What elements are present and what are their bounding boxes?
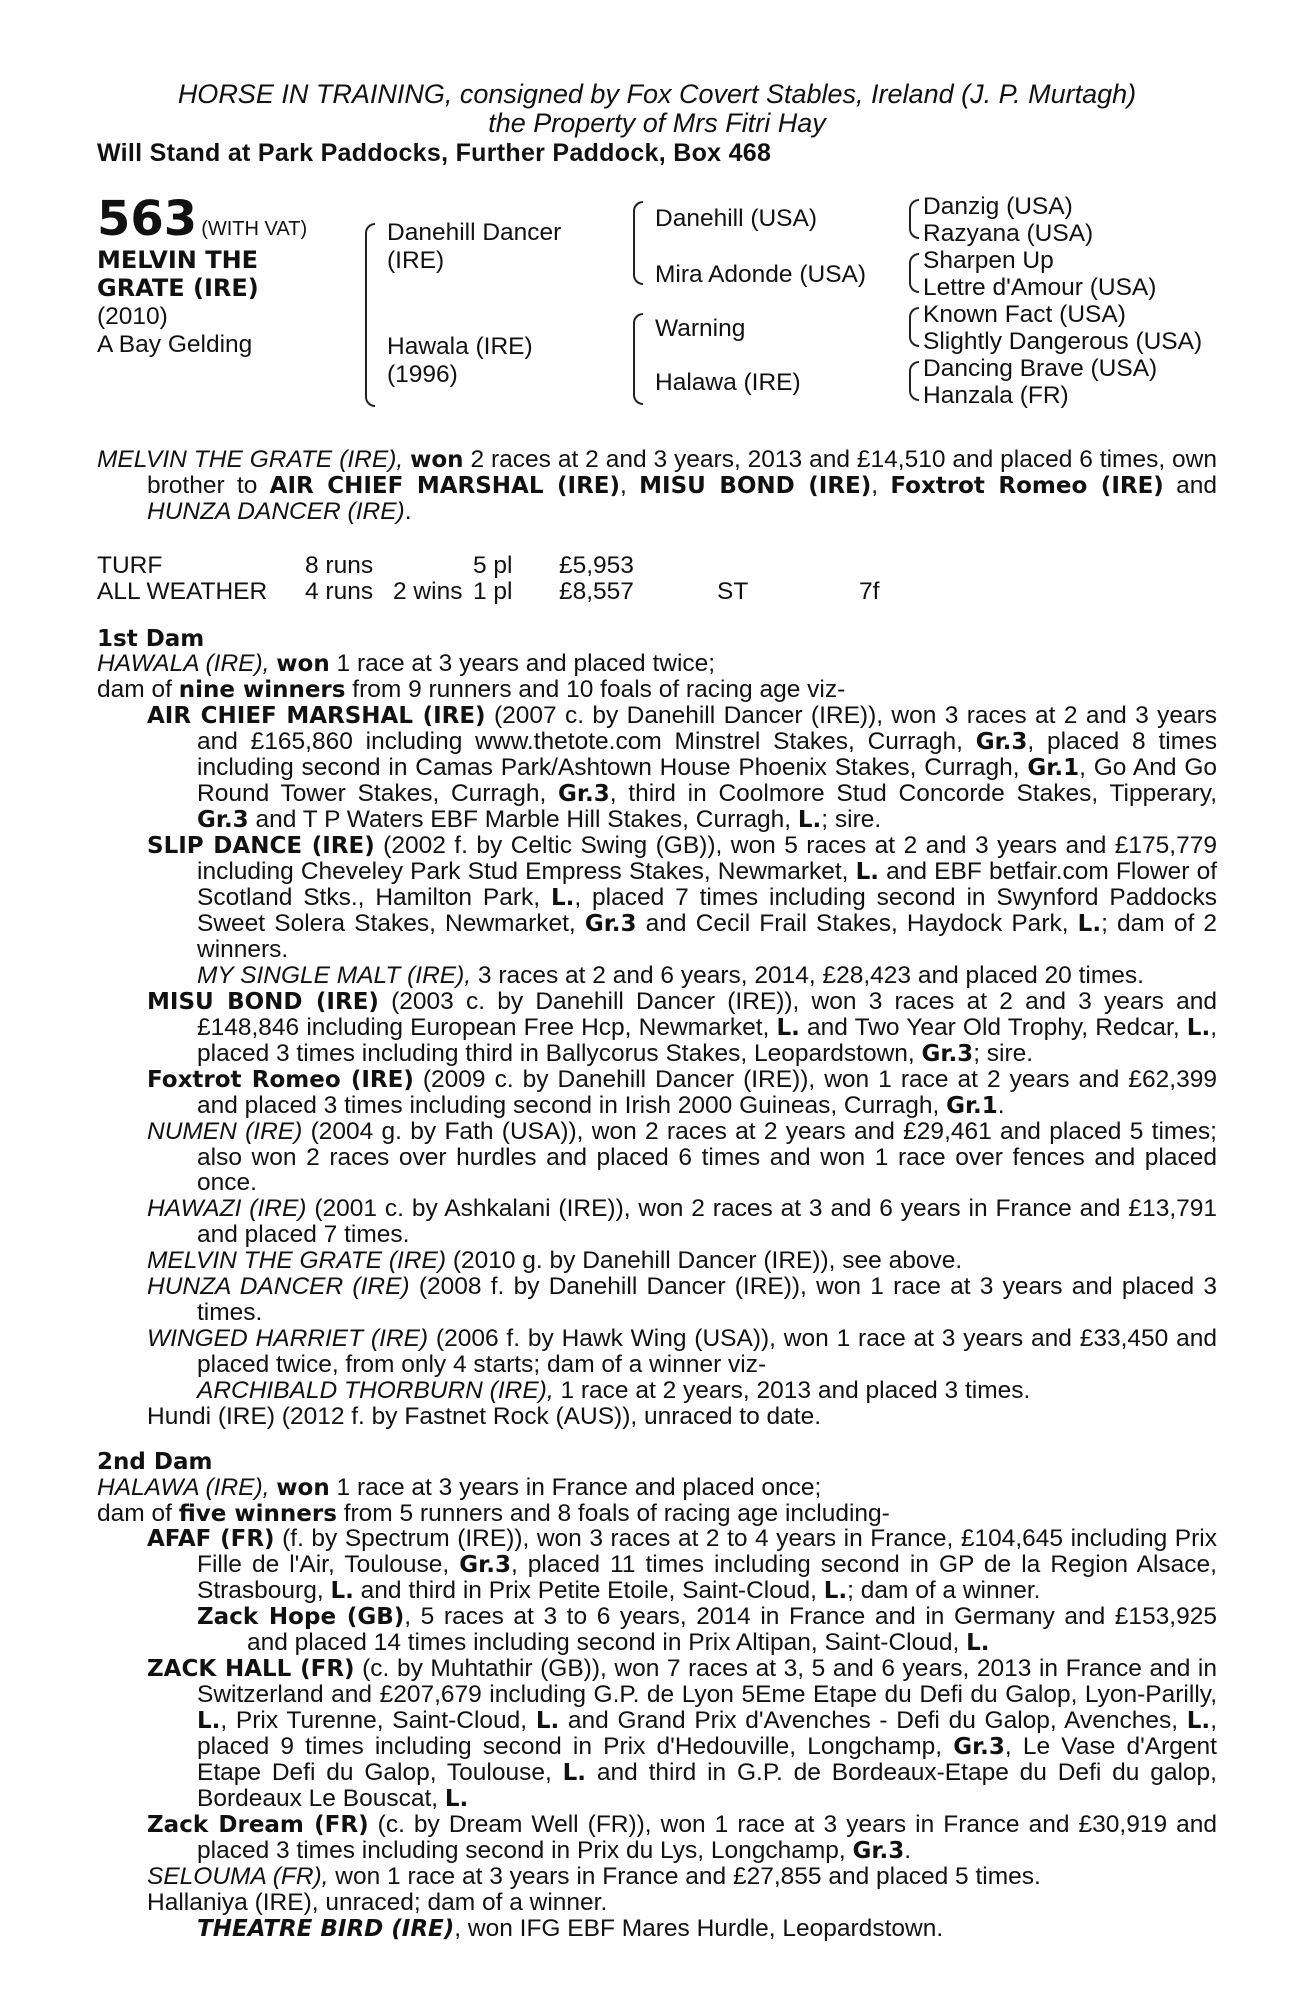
horse-name-line1: MELVIN THE bbox=[97, 245, 259, 274]
text-span: five winners bbox=[178, 1500, 337, 1527]
produce-entry bbox=[97, 1248, 1217, 1274]
produce-entry: Hallaniya (IRE), unraced; dam of a winner. bbox=[147, 1889, 608, 1917]
text-span: . bbox=[904, 1837, 912, 1865]
text-span: and Two Year Old Trophy, Redcar, bbox=[799, 1013, 1187, 1041]
text-span: Gr.3 bbox=[584, 910, 637, 937]
text-span: L. bbox=[562, 1760, 587, 1787]
sire-dam-brace bbox=[365, 223, 375, 407]
text-span: SLIP DANCE (IRE) bbox=[147, 832, 375, 859]
text-span: SELOUMA (FR), bbox=[147, 1863, 329, 1891]
text-span: Gr.3 bbox=[921, 1040, 974, 1067]
text-span: MISU BOND (IRE) bbox=[639, 472, 872, 499]
sire-sire: Danehill (USA) bbox=[655, 204, 818, 232]
text-span: ; sire. bbox=[973, 1039, 1034, 1067]
text-span: (2010 g. by Danehill Dancer (IRE)), see above. bbox=[446, 1247, 963, 1275]
text-span: L. bbox=[330, 1578, 354, 1605]
text-span: (2008 f. by Danehill Dancer (IRE)), won 1 race at 3 years and placed 3 times. bbox=[197, 1273, 1217, 1327]
produce-sub-entry bbox=[97, 1604, 1217, 1656]
text-span: and Grand Prix d'Avenches - Defi du Galop, Avenches, bbox=[559, 1707, 1187, 1735]
text-span: HALAWA (IRE), bbox=[97, 1473, 270, 1501]
text-span: Gr.3 bbox=[558, 780, 610, 807]
ped-sds: Sharpen Up bbox=[923, 246, 1054, 274]
produce-entry bbox=[97, 1656, 1217, 1812]
produce-entry bbox=[97, 833, 1217, 963]
text-span: dam of bbox=[97, 676, 179, 704]
text-span: nine winners bbox=[178, 677, 346, 704]
text-span: MELVIN THE GRATE (IRE) bbox=[147, 1247, 447, 1275]
turf-money: £5,953 bbox=[559, 551, 634, 579]
first-dam-title: 1st Dam bbox=[97, 625, 205, 652]
text-span: , bbox=[871, 471, 891, 499]
text-span: and Cecil Frail Stakes, Haydock Park, bbox=[636, 909, 1078, 937]
vat-note: (WITH VAT) bbox=[201, 217, 308, 240]
text-span: ARCHIBALD THORBURN (IRE), bbox=[197, 1377, 554, 1405]
consignor-line: HORSE IN TRAINING, consigned by Fox Covert Stables, Ireland (J. P. Murtagh) bbox=[177, 79, 1137, 109]
first-dam-line2 bbox=[97, 677, 1217, 703]
text-span: HUNZA DANCER (IRE) bbox=[147, 497, 405, 525]
produce-entry bbox=[97, 1864, 1217, 1890]
text-span: AIR CHIEF MARSHAL (IRE) bbox=[147, 703, 486, 730]
text-span: L. bbox=[550, 884, 575, 911]
text-span: L. bbox=[776, 1014, 800, 1041]
race-record-table bbox=[97, 553, 1217, 607]
text-span: , placed 3 times including third in Ballycorus Stakes, Leopardstown, bbox=[197, 1013, 1218, 1067]
text-span: and T P Waters EBF Marble Hill Stakes, Curragh, bbox=[248, 805, 798, 833]
aw-surface: ST bbox=[717, 577, 749, 605]
text-span: Gr.3 bbox=[197, 806, 249, 833]
text-span: THEATRE BIRD (IRE) bbox=[197, 1916, 455, 1942]
aw-placed: 1 pl bbox=[473, 577, 513, 605]
text-span: from 5 runners and 8 foals of racing age including- bbox=[336, 1499, 890, 1527]
text-span: Gr.3 bbox=[975, 729, 1028, 755]
text-span: AFAF (FR) bbox=[147, 1526, 275, 1553]
aw-label: ALL WEATHER bbox=[97, 577, 268, 605]
text-span: (2004 g. by Fath (USA)), won 2 races at 2 years and £29,461 and placed 5 times; also won 2 races over hurdles and placed 6 times and won 1 race over fences and placed once. bbox=[197, 1117, 1217, 1197]
text-span: L. bbox=[535, 1708, 560, 1735]
text-span: from 9 runners and 10 foals of racing age viz- bbox=[345, 676, 846, 704]
produce-entry bbox=[97, 1326, 1217, 1378]
text-span: L. bbox=[823, 1578, 848, 1605]
text-span: L. bbox=[197, 1708, 221, 1735]
ped-dds: Dancing Brave (USA) bbox=[923, 354, 1158, 382]
horse-description: A Bay Gelding bbox=[97, 330, 253, 358]
first-dam-line1 bbox=[97, 651, 1217, 677]
text-span: ; dam of 2 winners. bbox=[197, 909, 1218, 963]
produce-entry bbox=[97, 1526, 1217, 1604]
text-span: AIR CHIEF MARSHAL (IRE) bbox=[269, 472, 621, 499]
text-span: , 5 races at 3 to 6 years, 2014 in France and in Germany and £153,925 and placed 14 times including second in Prix Altipan, Saint-Cloud, bbox=[247, 1603, 1217, 1657]
text-span: (c. by Muhtathir (GB)), won 7 races at 3, 5 and 6 years, 2013 in France and in Switzerland and £207,679 including G.P. de Lyon 5Eme Etape du Defi du Galop, Lyon-Parilly, bbox=[197, 1655, 1217, 1709]
text-span: 1 race at 2 years, 2013 and placed 3 times. bbox=[553, 1377, 1031, 1405]
text-span: Foxtrot Romeo (IRE) bbox=[890, 472, 1164, 499]
text-span: , Prix Turenne, Saint-Cloud, bbox=[220, 1707, 536, 1735]
text-span: Gr.1 bbox=[1027, 754, 1080, 781]
dam-sire: Warning bbox=[655, 314, 746, 342]
text-span: (2006 f. by Hawk Wing (USA)), won 1 race at 3 years and £33,450 and placed twice, from only 4 starts; dam of a winner viz- bbox=[197, 1325, 1217, 1379]
text-span: MISU BOND (IRE) bbox=[147, 988, 379, 1015]
text-span: L. bbox=[1186, 1708, 1211, 1735]
text-span: won bbox=[276, 651, 330, 678]
text-span: Gr.3 bbox=[953, 1734, 1005, 1761]
text-span: , won IFG EBF Mares Hurdle, Leopardstown. bbox=[454, 1915, 944, 1942]
ped-dss: Known Fact (USA) bbox=[923, 300, 1126, 328]
produce-sub-entry bbox=[97, 963, 1217, 989]
produce-entry bbox=[97, 989, 1217, 1067]
sire-dam: Mira Adonde (USA) bbox=[655, 260, 867, 288]
text-span: Zack Dream (FR) bbox=[147, 1812, 369, 1839]
text-span: ; sire. bbox=[821, 805, 882, 833]
text-span: ZACK HALL (FR) bbox=[147, 1656, 355, 1683]
dam-year: (1996) bbox=[387, 360, 458, 388]
text-span: (2009 c. by Danehill Dancer (IRE)), won 1 race at 2 years and £62,399 and placed 3 times including second in Irish 2000 Guineas, Curragh, bbox=[197, 1065, 1217, 1119]
text-span: (f. by Spectrum (IRE)), won 3 races at 2 to 4 years in France, £104,645 including Prix Fille de l'Air, Toulouse, bbox=[197, 1525, 1217, 1579]
text-span: , bbox=[620, 471, 640, 499]
owner-line: the Property of Mrs Fitri Hay bbox=[488, 108, 826, 139]
text-span: MELVIN THE GRATE (IRE), bbox=[97, 445, 404, 473]
produce-entry bbox=[97, 703, 1217, 833]
text-span: NUMEN (IRE) bbox=[147, 1117, 303, 1145]
sire-name: Danehill Dancer bbox=[387, 218, 562, 246]
text-span: , placed 8 times including second in Camas Park/Ashtown House Phoenix Stakes, Curragh, bbox=[197, 728, 1217, 781]
stand-location: Will Stand at Park Paddocks, Further Paddock, Box 468 bbox=[97, 139, 772, 168]
text-span: 2 races at 2 and 3 years, 2013 and £14,510 and placed 6 times, own brother to bbox=[147, 445, 1218, 499]
text-span: . bbox=[997, 1091, 1005, 1119]
text-span: (2001 c. by Ashkalani (IRE)), won 2 races at 3 and 6 years in France and £13,791 and placed 7 times. bbox=[197, 1195, 1217, 1249]
text-span: , Go And Go Round Tower Stakes, Curragh, bbox=[197, 753, 1217, 807]
text-span: HAWALA (IRE), bbox=[97, 650, 270, 678]
text-span: WINGED HARRIET (IRE) bbox=[147, 1325, 429, 1353]
ped-sss: Danzig (USA) bbox=[923, 192, 1073, 220]
text-span: (2007 c. by Danehill Dancer (IRE)), won 3 races at 2 and 3 years and £165,860 including www.thetote.com Minstrel Stakes, Curragh, bbox=[197, 702, 1217, 755]
dam-name: Hawala (IRE) bbox=[387, 332, 533, 360]
second-dam-title: 2nd Dam bbox=[97, 1449, 213, 1476]
aw-wins: 2 wins bbox=[393, 577, 463, 605]
catalogue-page bbox=[97, 80, 1217, 1942]
dd-brace bbox=[909, 361, 919, 401]
produce-entry bbox=[97, 1067, 1217, 1119]
page-header bbox=[97, 80, 1217, 138]
produce-entry: Hundi (IRE) (2012 f. by Fastnet Rock (AUS)), unraced to date. bbox=[147, 1403, 822, 1431]
text-span: Gr.1 bbox=[946, 1092, 998, 1119]
second-dam-line1 bbox=[97, 1475, 1217, 1501]
turf-label: TURF bbox=[97, 551, 163, 579]
ped-sdd: Lettre d'Amour (USA) bbox=[923, 273, 1157, 301]
ped-ssd: Razyana (USA) bbox=[923, 219, 1094, 247]
text-span: 3 races at 2 and 6 years, 2014, £28,423 and placed 20 times. bbox=[471, 961, 1144, 989]
text-span: (2002 f. by Celtic Swing (GB)), won 5 races at 2 and 3 years and £175,779 including Cheveley Park Stud Empress Stakes, Newmarket, bbox=[197, 831, 1217, 885]
horse-name-line2: GRATE (IRE) bbox=[97, 273, 259, 302]
text-span: L. bbox=[966, 1630, 990, 1657]
text-span: ; dam of a winner. bbox=[847, 1577, 1041, 1605]
text-span: , third in Coolmore Stud Concorde Stakes, Tipperary, bbox=[609, 779, 1218, 807]
aw-money: £8,557 bbox=[559, 577, 634, 605]
text-span: Gr.3 bbox=[459, 1552, 511, 1579]
produce-sub-entry bbox=[97, 1378, 1217, 1404]
text-span: won bbox=[410, 446, 464, 473]
ped-ddd: Hanzala (FR) bbox=[923, 381, 1069, 409]
produce-entry bbox=[97, 1196, 1217, 1248]
text-span: and bbox=[1163, 471, 1217, 499]
text-span: Gr.3 bbox=[852, 1838, 905, 1865]
text-span: HAWAZI (IRE) bbox=[147, 1195, 307, 1223]
text-span: Zack Hope (GB) bbox=[197, 1604, 405, 1631]
ped-dsd: Slightly Dangerous (USA) bbox=[923, 327, 1203, 355]
text-span: won 1 race at 3 years in France and £27,855 and placed 5 times. bbox=[328, 1863, 1041, 1891]
text-span: L. bbox=[1077, 910, 1102, 937]
text-span: 1 race at 3 years and placed twice; bbox=[329, 650, 716, 678]
text-span: and EBF betfair.com Flower of Scotland Stks., Hamilton Park, bbox=[197, 857, 1217, 911]
text-span: , placed 9 times including second in Prix d'Hedouville, Longchamp, bbox=[197, 1707, 1217, 1761]
produce-entry bbox=[97, 1274, 1217, 1326]
sire-line-brace bbox=[633, 201, 643, 285]
produce-entry bbox=[97, 1119, 1217, 1197]
ss-brace bbox=[909, 199, 919, 239]
text-span: (2003 c. by Danehill Dancer (IRE)), won 3 races at 2 and 3 years and £148,846 including European Free Hcp, Newmarket, bbox=[197, 987, 1217, 1041]
lot-number: 563 bbox=[97, 190, 198, 247]
text-span: , placed 7 times including second in Swynford Paddocks Sweet Solera Stakes, Newmarket, bbox=[197, 883, 1217, 937]
text-span: Foxtrot Romeo (IRE) bbox=[147, 1066, 414, 1093]
lot-heading bbox=[97, 190, 308, 247]
sire-country: (IRE) bbox=[387, 246, 445, 274]
text-span: L. bbox=[855, 858, 880, 885]
text-span: , placed 11 times including second in GP de la Region Alsace, Strasbourg, bbox=[197, 1551, 1217, 1605]
second-dam-line2 bbox=[97, 1501, 1217, 1527]
text-span: MY SINGLE MALT (IRE), bbox=[197, 961, 472, 989]
racing-summary bbox=[97, 447, 1217, 525]
pedigree-block bbox=[97, 190, 1217, 433]
aw-runs: 4 runs bbox=[305, 577, 374, 605]
text-span: HUNZA DANCER (IRE) bbox=[147, 1273, 410, 1301]
text-span: 1 race at 3 years in France and placed once; bbox=[329, 1473, 822, 1501]
produce-sub-entry bbox=[97, 1916, 1217, 1942]
text-span: and third in Prix Petite Etoile, Saint-Cloud, bbox=[353, 1577, 824, 1605]
text-span: dam of bbox=[97, 1499, 179, 1527]
turf-placed: 5 pl bbox=[473, 551, 513, 579]
ds-brace bbox=[909, 307, 919, 347]
sd-brace bbox=[909, 253, 919, 293]
text-span: L. bbox=[444, 1786, 469, 1813]
turf-runs: 8 runs bbox=[305, 551, 374, 579]
text-span: won bbox=[276, 1474, 330, 1501]
text-span: . bbox=[404, 497, 412, 525]
text-span: (c. by Dream Well (FR)), won 1 race at 3 years in France and £30,919 and placed 3 times including second in Prix du Lys, Longchamp, bbox=[197, 1811, 1218, 1865]
foaling-year: (2010) bbox=[97, 302, 168, 330]
text-span: , Le Vase d'Argent Etape Defi du Galop, Toulouse, bbox=[197, 1733, 1217, 1787]
produce-entry bbox=[97, 1812, 1217, 1864]
text-span: L. bbox=[797, 806, 822, 833]
text-span: L. bbox=[1186, 1014, 1211, 1041]
text-span: and third in G.P. de Bordeaux-Etape du Defi du galop, Bordeaux Le Bouscat, bbox=[197, 1759, 1217, 1813]
aw-distance: 7f bbox=[859, 577, 880, 605]
dam-dam: Halawa (IRE) bbox=[655, 368, 801, 396]
dam-line-brace bbox=[633, 313, 643, 405]
